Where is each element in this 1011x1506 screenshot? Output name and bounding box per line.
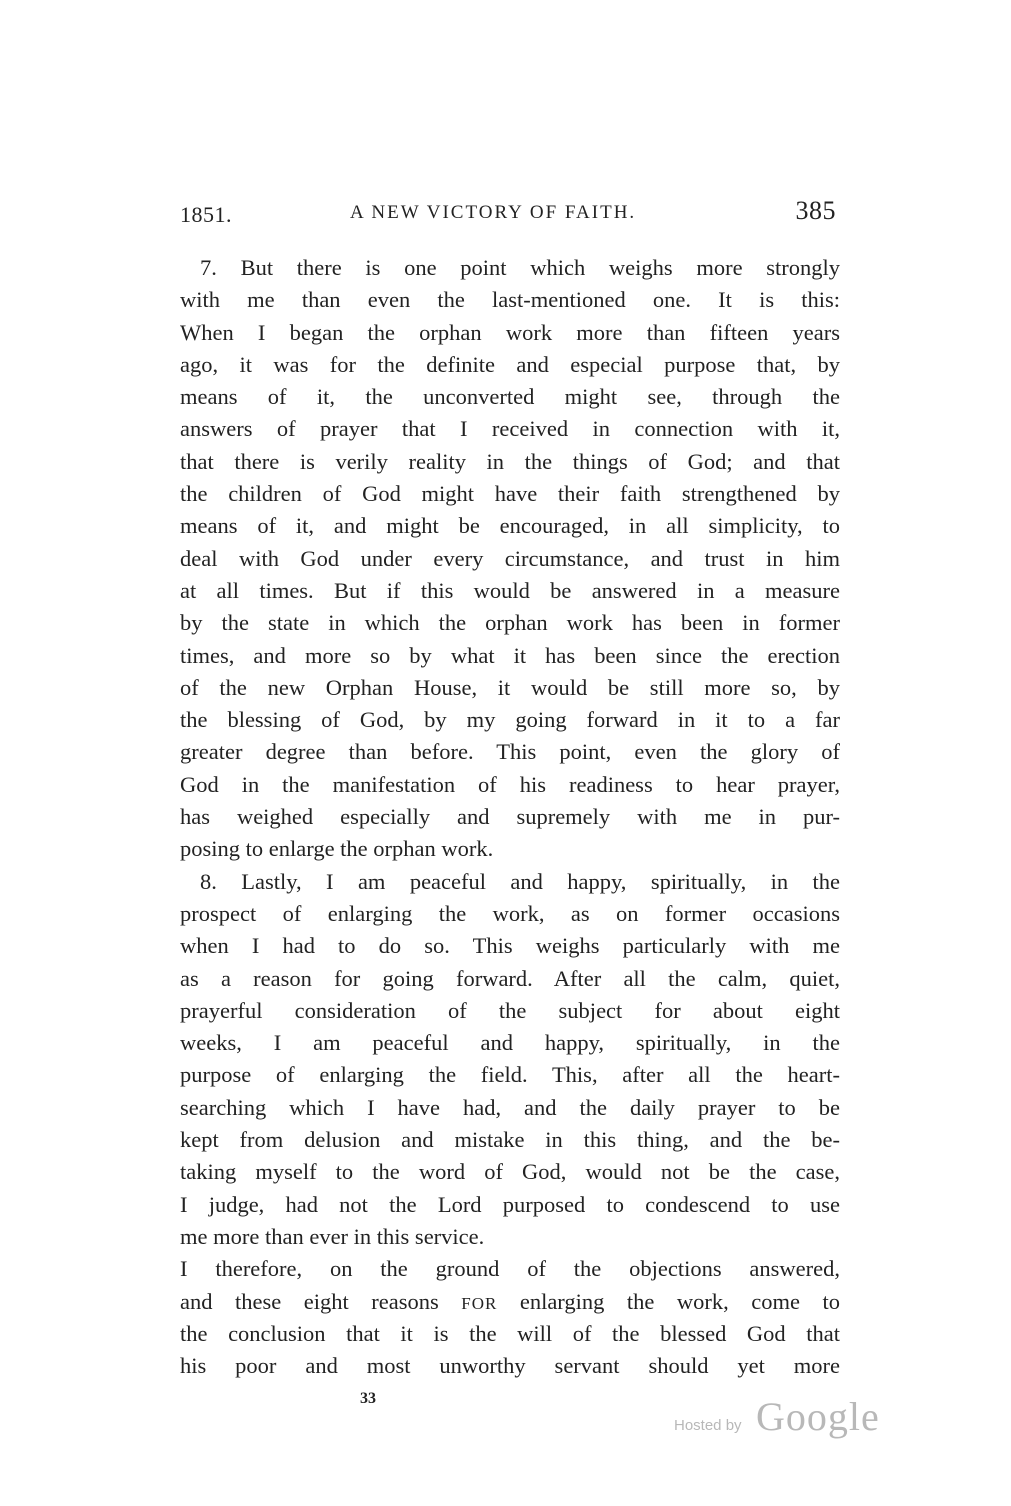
text-line: times, and more so by what it has been since the erection bbox=[180, 642, 840, 668]
text-line: ago, it was for the definite and especial purpose that, by bbox=[180, 351, 840, 377]
text-line: deal with God under every circumstance, and trust in him bbox=[180, 545, 840, 571]
text-line: that there is verily reality in the things of God; and that bbox=[180, 448, 840, 474]
text-line: with me than even the last-mentioned one. It is this: bbox=[180, 287, 840, 313]
running-head-year: 1851. bbox=[180, 202, 232, 227]
text-line: when I had to do so. This weighs particularly with me bbox=[180, 933, 840, 959]
text-line: means of it, and might be encouraged, in all simplicity, to bbox=[180, 513, 840, 539]
text-line: When I began the orphan work more than fifteen years bbox=[180, 319, 840, 345]
text-line-with-smallcaps bbox=[180, 1286, 840, 1318]
text-line: 8. Lastly, I am peaceful and happy, spiritually, in the bbox=[200, 868, 840, 894]
text-line: I therefore, on the ground of the objections answered, bbox=[180, 1256, 840, 1282]
text-line: taking myself to the word of God, would not be the case, bbox=[180, 1159, 840, 1185]
text-line: me more than ever in this service. bbox=[180, 1223, 485, 1249]
text-line: posing to enlarge the orphan work. bbox=[180, 836, 494, 862]
text-line: his poor and most unworthy servant should yet more bbox=[180, 1353, 840, 1379]
text-line: has weighed especially and supremely with me in pur- bbox=[180, 804, 840, 830]
text-line: the blessing of God, by my going forward in it to a far bbox=[180, 707, 840, 733]
text-line: weeks, I am peaceful and happy, spiritually, in the bbox=[180, 1030, 840, 1056]
text-line: God in the manifestation of his readiness to hear prayer, bbox=[180, 771, 840, 797]
running-head-title: A NEW VICTORY OF FAITH. bbox=[350, 202, 637, 223]
watermark-brand-text: Google bbox=[756, 1394, 880, 1439]
text-line: kept from delusion and mistake in this thing, and the be- bbox=[180, 1127, 840, 1153]
smallcaps-word: FOR bbox=[461, 1293, 498, 1313]
text-line: answers of prayer that I received in connection with it, bbox=[180, 416, 840, 442]
text-line: means of it, the unconverted might see, through the bbox=[180, 384, 840, 410]
text-segment: enlarging the work, come to bbox=[519, 1288, 841, 1314]
text-line: I judge, had not the Lord purposed to condescend to use bbox=[180, 1191, 840, 1217]
signature-mark: 33 bbox=[360, 1390, 376, 1407]
text-line: greater degree than before. This point, even the glory of bbox=[180, 739, 840, 765]
watermark-hosted-text: Hosted by bbox=[674, 1417, 742, 1434]
text-line: 7. But there is one point which weighs more strongly bbox=[200, 255, 840, 280]
text-line: prospect of enlarging the work, as on former occasions bbox=[180, 900, 840, 926]
running-head bbox=[180, 198, 836, 228]
text-line: the children of God might have their faith strengthened by bbox=[180, 481, 840, 507]
page-number: 385 bbox=[795, 196, 836, 225]
text-line: prayerful consideration of the subject for about eight bbox=[180, 997, 840, 1023]
body-text bbox=[180, 252, 840, 1382]
text-line: of the new Orphan House, it would be still more so, by bbox=[180, 674, 840, 700]
text-line: purpose of enlarging the field. This, after all the heart- bbox=[180, 1062, 840, 1088]
text-line: by the state in which the orphan work has been in former bbox=[180, 610, 840, 636]
text-line: the conclusion that it is the will of the blessed God that bbox=[180, 1320, 840, 1346]
text-line: as a reason for going forward. After all the calm, quiet, bbox=[180, 965, 840, 991]
text-line: at all times. But if this would be answered in a measure bbox=[180, 577, 840, 603]
text-line: searching which I have had, and the daily prayer to be bbox=[180, 1094, 840, 1120]
text-segment: and these eight reasons bbox=[180, 1288, 439, 1314]
